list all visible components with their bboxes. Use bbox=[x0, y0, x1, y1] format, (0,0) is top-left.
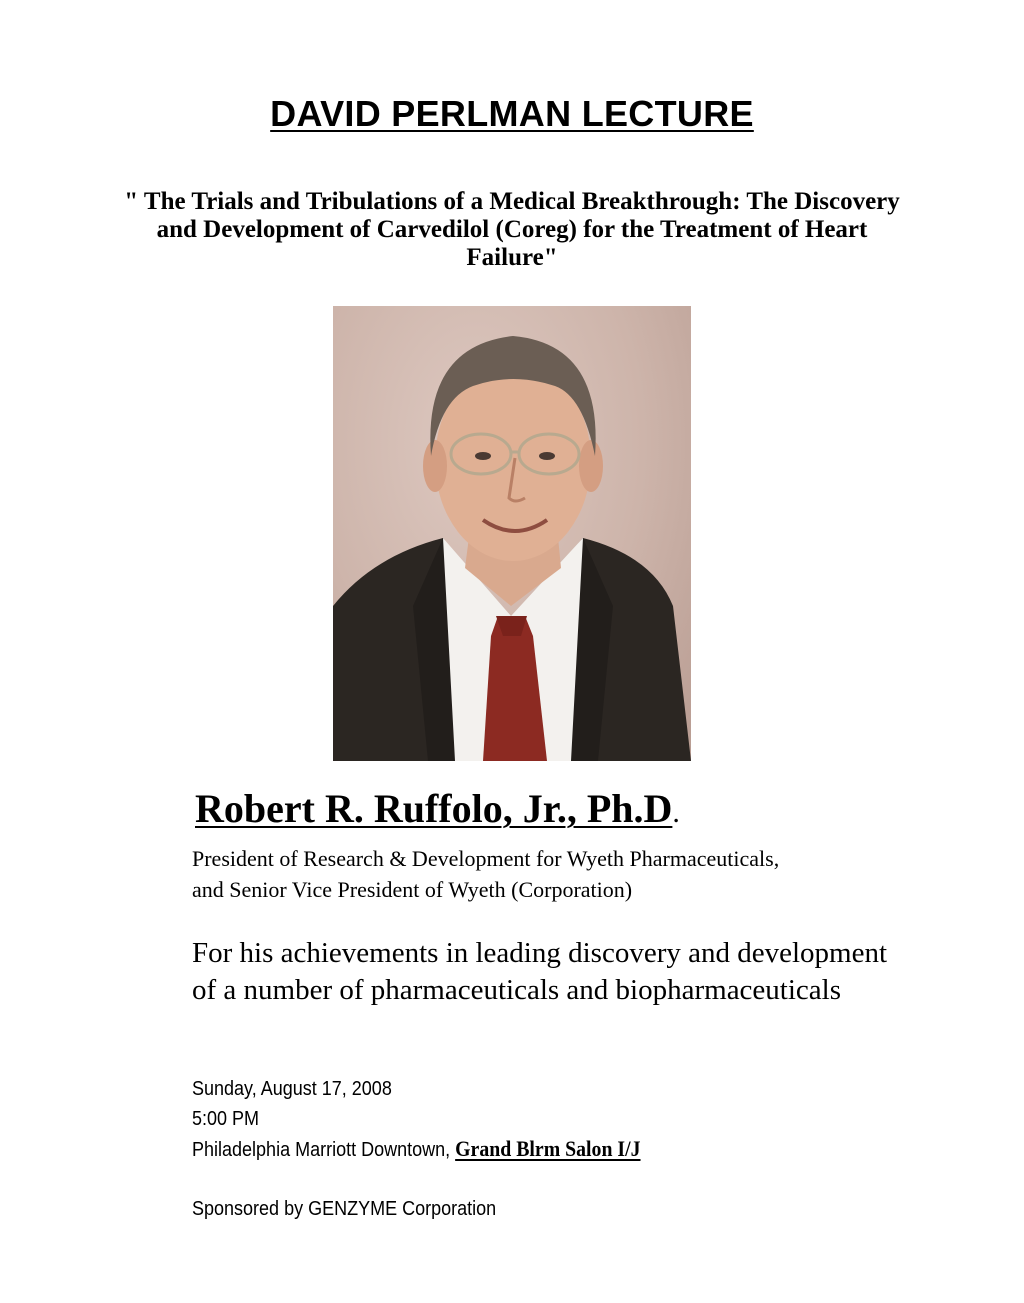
speaker-role-line-2: and Senior Vice President of Wyeth (Corporation) bbox=[192, 877, 633, 902]
talk-title: " The Trials and Tribulations of a Medical Breakthrough: The Discovery and Development of Carvedilol (Coreg) for the Treatment of Heart Failure" bbox=[124, 188, 900, 271]
speaker-name-text: Robert R. Ruffolo, Jr., Ph.D bbox=[195, 786, 673, 831]
event-venue-name: Philadelphia Marriott Downtown, bbox=[192, 1139, 451, 1161]
speaker-role bbox=[192, 843, 912, 905]
event-room: Grand Blrm Salon I/J bbox=[455, 1136, 641, 1161]
speaker-portrait bbox=[333, 306, 691, 761]
event-time: 5:00 PM bbox=[192, 1108, 260, 1130]
event-date: Sunday, August 17, 2008 bbox=[192, 1078, 392, 1100]
speaker-achievement: For his achievements in leading discovery and development of a number of pharmaceuticals and biopharmaceuticals bbox=[192, 937, 888, 1006]
event-sponsor: Sponsored by GENZYME Corporation bbox=[192, 1198, 497, 1220]
event-venue bbox=[192, 1137, 641, 1162]
speaker-role-line-1: President of Research & Development for Wyeth Pharmaceuticals, bbox=[192, 846, 780, 871]
lecture-title: DAVID PERLMAN LECTURE bbox=[270, 93, 754, 134]
speaker-name bbox=[195, 786, 680, 836]
speaker-portrait-illustration bbox=[333, 306, 691, 761]
speaker-name-suffix: . bbox=[672, 796, 680, 829]
